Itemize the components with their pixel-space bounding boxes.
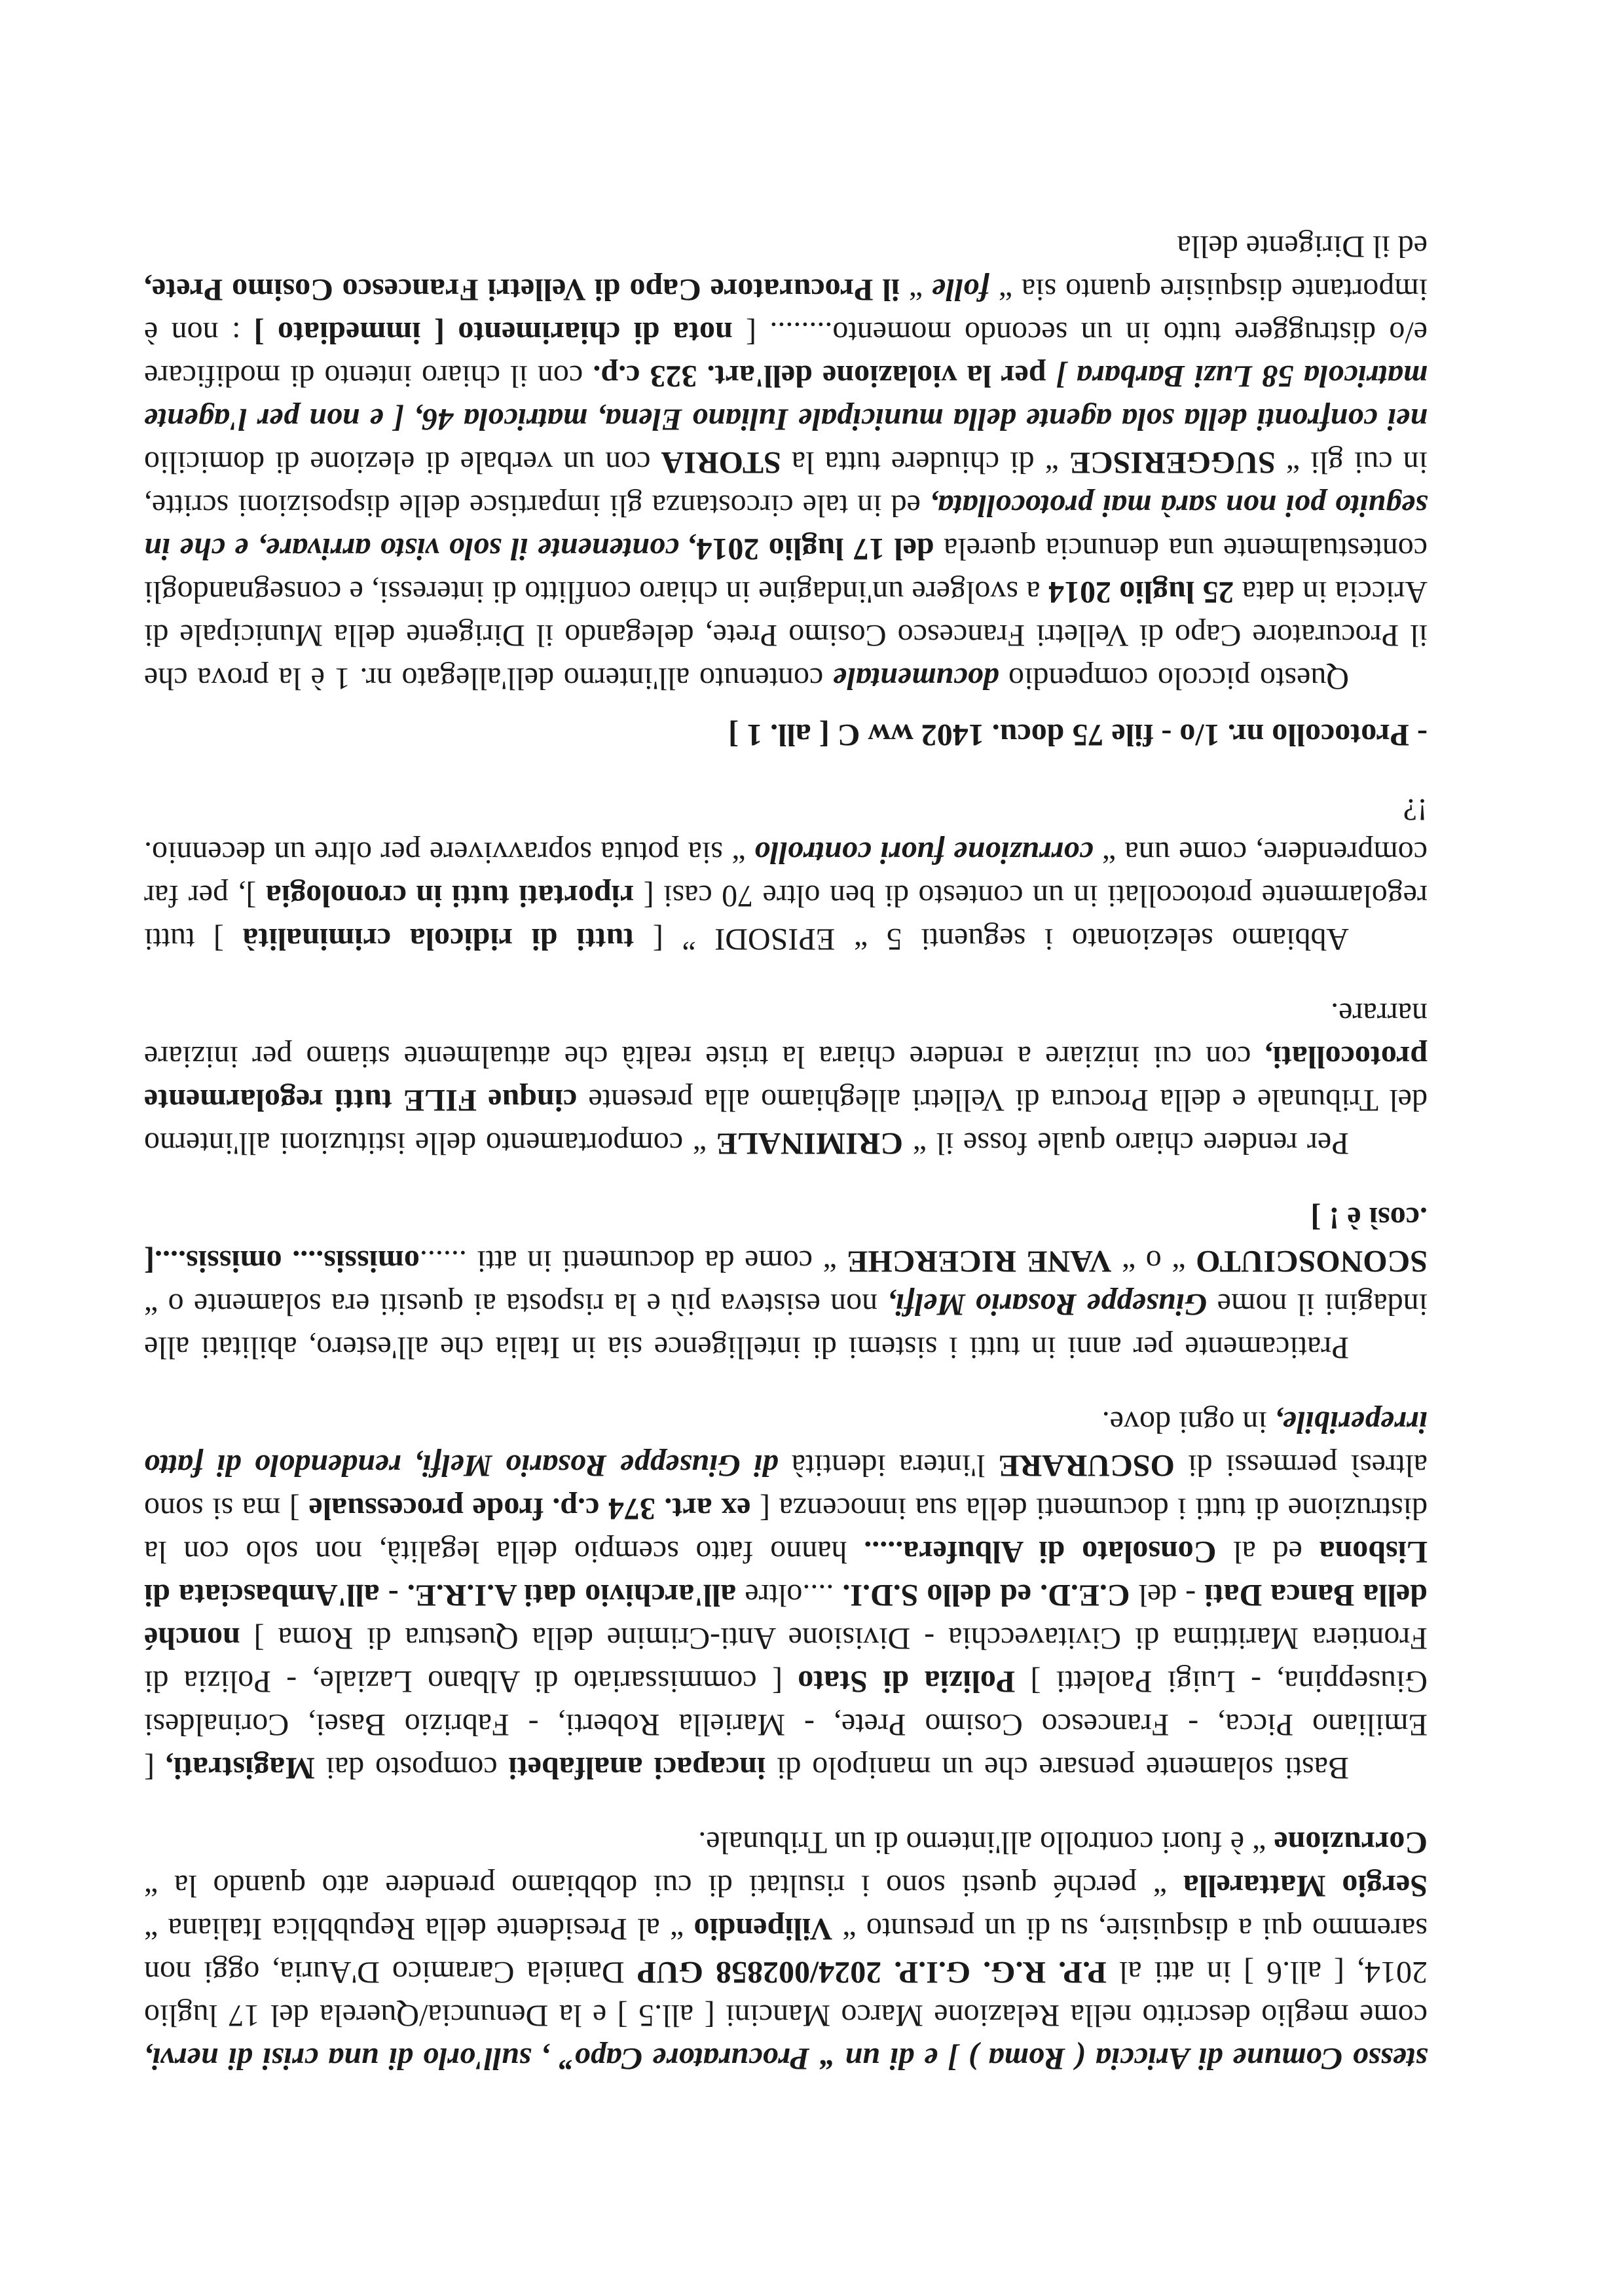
text-run: per la violazione dell'art. 323 c.p. [593, 359, 1056, 393]
text-run: corruzione fuori controllo [754, 835, 1094, 870]
text-run: Sergio Mattarella [1183, 1868, 1428, 1903]
text-run: : non è importante disquisire quanto sia “ [143, 272, 1428, 350]
text-run: Basti solamente pensare che un manipolo di [766, 1751, 1349, 1785]
paragraph-4 [144, 992, 1428, 1165]
text-run: omissis.... omissis....[ .così è ! ] [143, 1201, 1428, 1279]
text-run: Magistrati, [165, 1751, 315, 1785]
text-run: OSCURARE [998, 1448, 1175, 1483]
text-run: con un verbale di elezione di domicilio [143, 445, 661, 480]
text-run: STORIA [661, 445, 781, 480]
text-run: Giuseppe Rosario Melfi, [887, 1287, 1208, 1322]
text-run: Consolato di Albufera..... [864, 1535, 1217, 1569]
text-run: riportati tutti in cronologia [265, 879, 635, 913]
text-run: del 17 luglio 2014, [688, 532, 934, 566]
text-run: P.P. R.G. G.I.P. 2024/002858 GUP [637, 1955, 1107, 1990]
text-run: [ commissariato di Albano Laziale, - Polizia di Frontiera Marittima di Civitavecchia - Divisione Anti-Crimine della Questura di Roma ] [144, 1621, 1428, 1699]
document-body [144, 225, 1428, 2080]
text-run: “ Procuratore Capo” , sull'orlo di una crisi di nervi, [143, 2041, 836, 2076]
text-run: ex art. 374 c.p. frode processuale [308, 1491, 751, 1526]
text-run: “ o “ [1111, 1244, 1196, 1279]
text-run: in ogni dove. [1101, 1405, 1275, 1440]
text-run: hanno fatto scempio della legalità, non solo con la distruzione di tutti i documenti della sua innocenza [ [144, 1491, 1428, 1569]
text-run: folle [931, 272, 989, 307]
text-run: ed il Dirigente della [1177, 229, 1428, 264]
text-run: tutti di ridicola criminalità [242, 922, 635, 957]
text-run: Abbiamo selezionato i seguenti 5 “ EPISODI ” [ [634, 922, 1349, 957]
text-run: ] ma si sono altresì permessi di [144, 1448, 1428, 1526]
text-run: Daniela Caramico D'Auria, oggi non saremmo qui a disquisire, su di un presunto “ [144, 1912, 1428, 1990]
section-heading: - Protocollo nr. 1/o - file 75 docu. 1402 ww C [ all. 1 ] [728, 718, 1428, 752]
text-run: Vilipendio [693, 1912, 833, 1946]
text-run: “ comportamento delle istituzioni all'interno del Tribunale e della Procura di Velletri alleghiamo alla presente [144, 1083, 1428, 1161]
text-run: il Procuratore Capo di Velletri Francesco Cosimo Prete, [143, 272, 900, 307]
text-run: di Giuseppe Rosario Melfi, rendendolo di fatto irreperibile, [144, 1405, 1428, 1483]
text-run: “ sia potuta sopravvivere per oltre un decennio. !? [143, 792, 1428, 870]
text-run: Polizia di Stato [798, 1664, 1016, 1699]
text-run: a svolgere un'indagine in chiaro conflitto di interessi, e consegnandogli contestualmente una denuncia querela [143, 532, 1428, 610]
text-run: contenente il solo visto arrivare, e che in seguito poi non sarà mai protocollata, [144, 488, 1428, 566]
text-run: non esisteva più e la risposta ai quesiti era solamente o “ [144, 1287, 888, 1322]
text-run: nei confronti della sola agente della municipale Iuliano Elena, matricola 46, [ e non per l'agente matricola 58 Luzi Barbara ] [144, 359, 1428, 437]
text-run: l'intera identità [778, 1448, 999, 1483]
text-run: - del [1130, 1578, 1205, 1613]
text-run: ....oltre [736, 1578, 843, 1613]
text-run: con il chiaro intento di modificare e/o distruggere tutto in un secondo momento........ [ [144, 316, 1428, 393]
paragraph-6 [144, 225, 1428, 700]
text-run: incapaci analfabeti [508, 1751, 766, 1785]
text-run: composto dai [314, 1751, 509, 1785]
text-run: ], per far comprendere, come una “ [144, 835, 1428, 913]
text-run: VANE RICERCHE [847, 1244, 1112, 1279]
text-run: Praticamente per anni in tutti i sistemi di intelligence sia in Italia che all'estero, abilitati alle indagini il nome [144, 1287, 1428, 1365]
text-run: “ è fuori controllo all'interno di un Tribunale. [698, 1825, 1274, 1860]
text-run: come meglio descritto nella Relazione Marco Mancini [ all.5 ] e la Denuncia/Querela del 17 luglio 2014, [ all.6 ] in atti al [144, 1955, 1428, 2033]
text-run: stesso Comune di Ariccia ( Roma ) ] e di un [835, 2041, 1428, 2076]
text-run: all'archivio dati A.I.R.E. - all'Ambasciata di Lisbona [143, 1535, 1428, 1613]
text-run: Corruzione [1274, 1825, 1428, 1860]
paragraph-1 [144, 1821, 1428, 2080]
paragraph-2 [144, 1400, 1428, 1789]
text-run: “ come da documenti in atti ...... [419, 1244, 847, 1279]
text-run: “ di chiudere tutta la [781, 445, 1069, 480]
text-run: cinque FILE tutti regolarmente protocollati, [143, 1040, 1428, 1118]
text-run: ed al [1216, 1535, 1320, 1569]
text-run: ed in tale circostanza gli impartisce delle disposizioni scritte, in cui gli “ [144, 445, 1428, 523]
text-run: [ Emiliano Picca, - Francesco Cosimo Prete, - Mariella Roberti, - Fabrizio Basei, Corinaldesi Giuseppina, - Luigi Paoletti ] [143, 1664, 1428, 1785]
text-run: “ perché questi sono i risultati di cui dobbiamo prendere atto quando la “ [144, 1868, 1183, 1903]
text-run: SUGGERISCE [1069, 445, 1276, 480]
text-run: Questo piccolo compendio [999, 661, 1349, 696]
text-run: “ [899, 272, 932, 307]
text-run: ] tutti regolarmente protocollati in un contesto di ben oltre 70 casi [ [144, 879, 1428, 957]
text-run: con cui iniziare a rendere chiara la triste realtà che attualmente stiamo per iniziare narrare. [144, 996, 1428, 1074]
text-run: CRIMINALE [716, 1126, 904, 1161]
text-run: contenuto all'interno dell'allegato nr. 1 è la prova che il Procuratore Capo di Velletri Francesco Cosimo Prete, delegando il Dirigente della Municipale di Ariccia in data [143, 575, 1428, 696]
text-run: “ al Presidente della Repubblica Italiana “ [143, 1912, 694, 1946]
paragraph-5 [144, 788, 1428, 960]
text-run: 25 luglio 2014 [1048, 575, 1234, 610]
text-run: Per rendere chiaro quale fosse il “ [903, 1126, 1349, 1161]
paragraph-3 [144, 1196, 1428, 1369]
text-run: documentale [833, 661, 999, 696]
text-run: SCONOSCIUTO [1196, 1244, 1428, 1279]
text-run: nonché della Banca Dati [144, 1578, 1428, 1656]
text-run: C.E.D. ed dello S.D.I. [842, 1578, 1130, 1613]
text-run: nota di chiarimento [ immediato ] [253, 316, 733, 350]
